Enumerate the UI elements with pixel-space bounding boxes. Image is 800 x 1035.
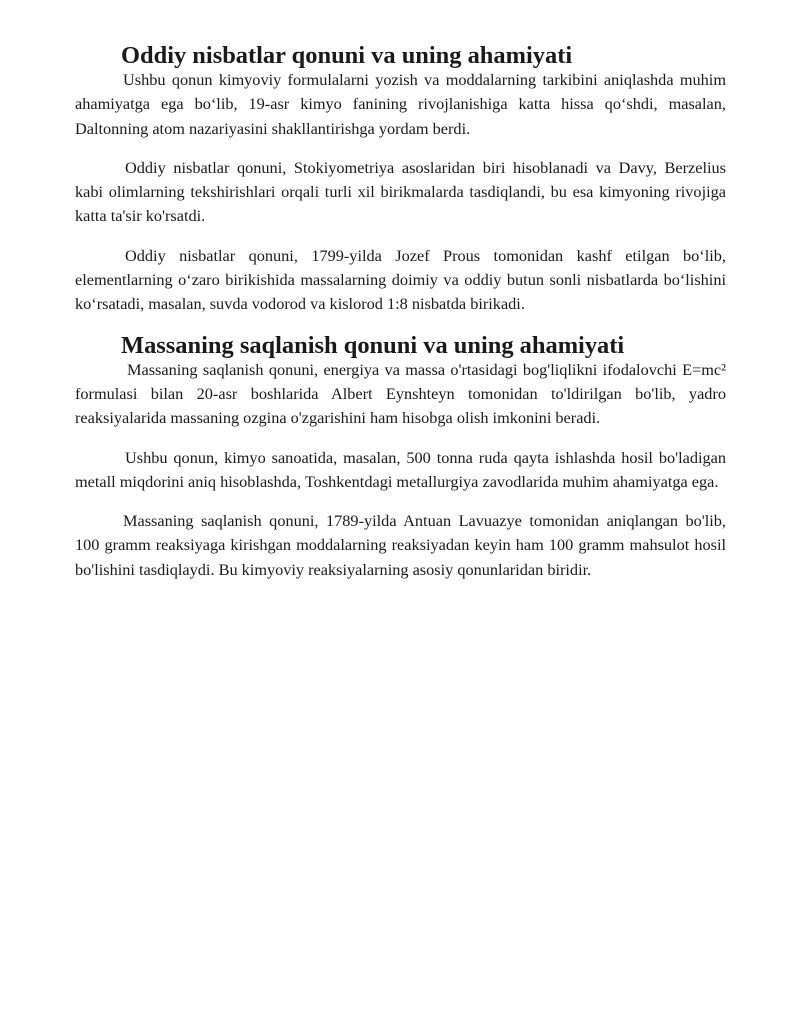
section-heading: Oddiy nisbatlar qonuni va uning ahamiyati	[121, 42, 573, 69]
paragraph: Oddiy nisbatlar qonuni, 1799-yilda Jozef Prous tomonidan kashf etilgan bo‘lib, elementlarning o‘zaro birikishida massalarning doimiy va oddiy butun sonli nisbatlarda bo‘lishini ko‘rsatadi, masalan, suvda vodorod va kislorod 1:8 nisbatda birikadi.	[75, 245, 726, 314]
paragraph: Massaning saqlanish qonuni, 1789-yilda Antuan Lavuazye tomonidan aniqlangan bo'lib, 100 gramm reaksiyaga kirishgan moddalarning reaksiyadan keyin ham 100 gramm mahsulot hosil bo'lishini tasdiqlaydi. Bu kimyoviy reaksiyalarning asosiy qonunlaridan biridir.	[75, 511, 726, 579]
document-page	[75, 44, 726, 582]
paragraph: Ushbu qonun kimyoviy formulalarni yozish va moddalarning tarkibini aniqlashda muhim ahamiyatga ega bo‘lib, 19-asr kimyo fanining rivojlanishiga katta hissa qo‘shdi, masalan, Daltonning atom nazariyasini shakllantirishga yordam berdi.	[75, 70, 726, 138]
section-mass-conservation	[75, 331, 726, 582]
paragraph: Oddiy nisbatlar qonuni, Stokiyometriya asoslaridan biri hisoblanadi va Davy, Berzelius kabi olimlarning tekshirishlari orqali turli xil birikmalarda tasdiqlandi, bu esa kimyoning rivojiga katta ta'sir ko'rsatdi.	[75, 157, 726, 226]
paragraph: Massaning saqlanish qonuni, energiya va massa o'rtasidagi bog'liqlikni ifodalovchi E=mc² formulasi bilan 20-asr boshlarida Albert Eynshteyn tomonidan to'ldirilgan bo'lib, yadro reaksiyalarida massaning ozgina o'zgarishini ham hisobga olish imkonini beradi.	[75, 359, 726, 428]
paragraph: Ushbu qonun, kimyo sanoatida, masalan, 500 tonna ruda qayta ishlashda hosil bo'ladigan metall miqdorini aniq hisoblashda, Toshkentdagi metallurgiya zavodlarida muhim ahamiyatga ega.	[75, 447, 726, 491]
section-heading: Massaning saqlanish qonuni va uning ahamiyati	[121, 331, 625, 359]
section-proportions	[75, 44, 726, 317]
